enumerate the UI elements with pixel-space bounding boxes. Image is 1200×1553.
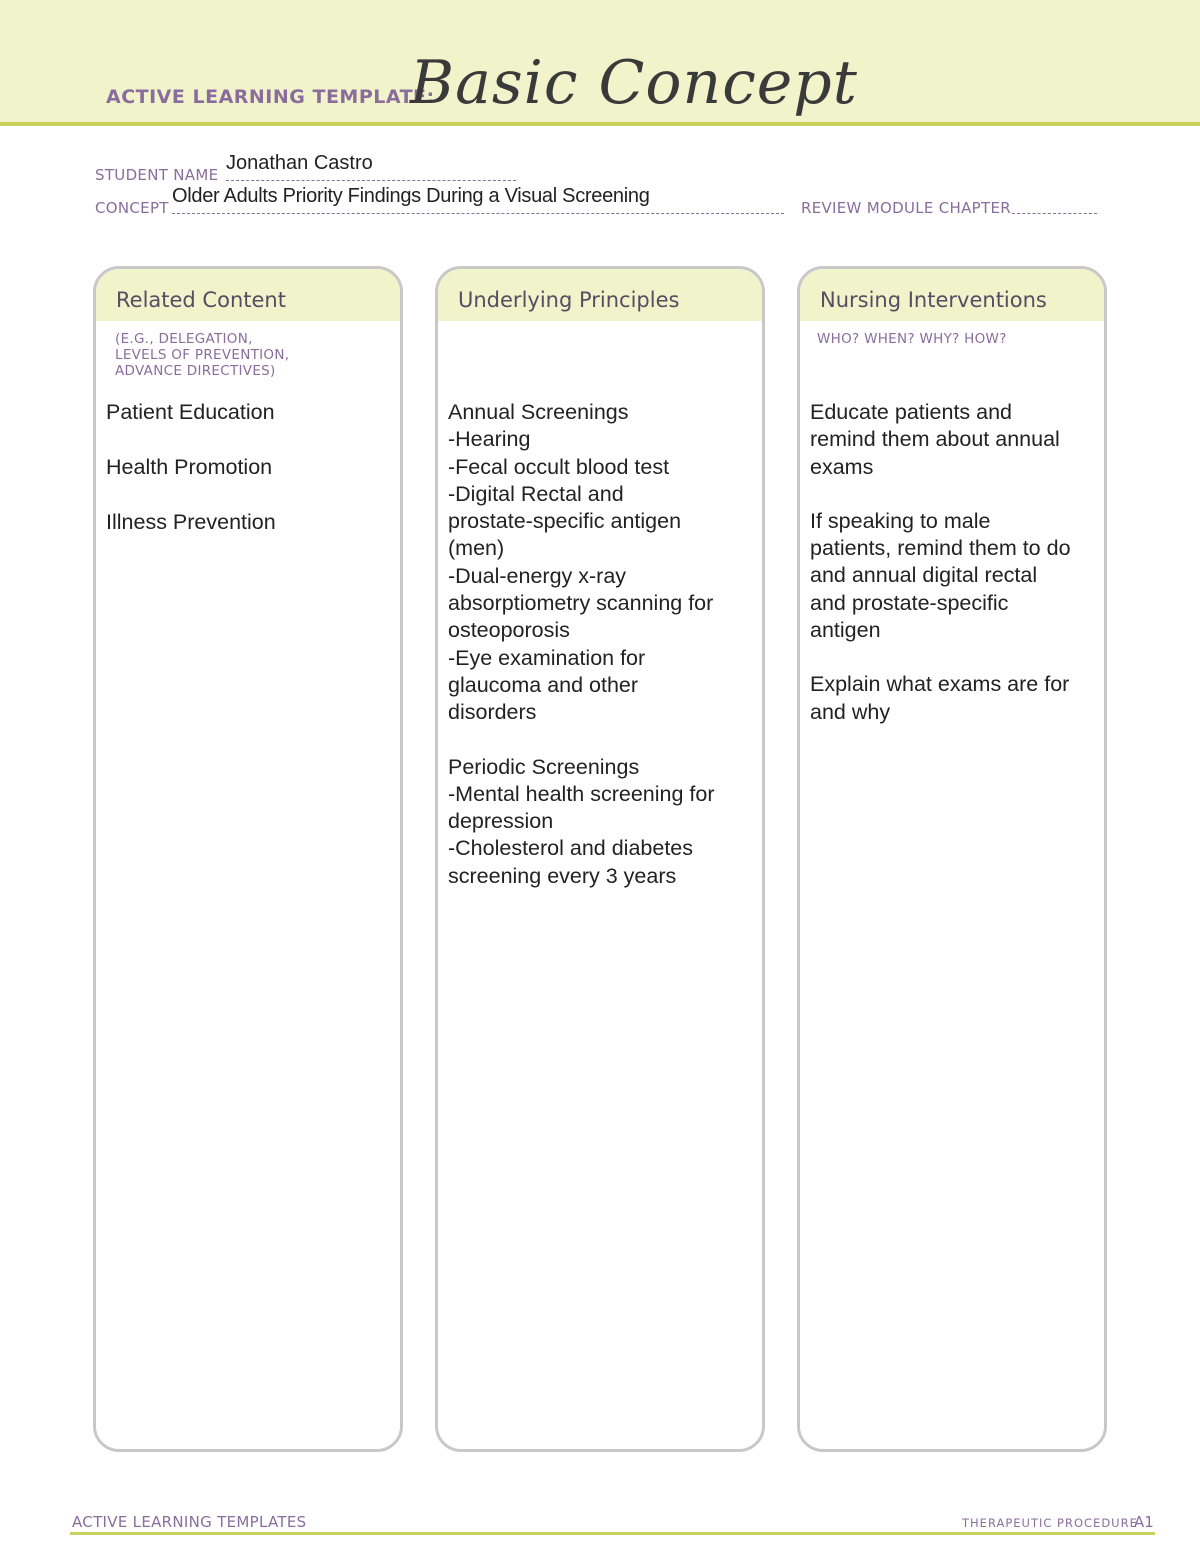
related-content-title: Related Content [116,288,286,312]
underlying-principles-title: Underlying Principles [458,288,680,312]
concept-label: CONCEPT [95,199,169,217]
underlying-principles-header [438,269,762,321]
review-module-line[interactable] [1012,213,1097,214]
nursing-interventions-body[interactable] [810,399,1105,726]
underlying-principles-body[interactable] [448,399,758,890]
interventions-item: If speaking to male patients, remind them to do and annual digital rectal and prostate-specific antigen [810,508,1071,643]
principles-item: Annual Screenings -Hearing -Fecal occult blood test -Digital Rectal and prostate-specific antigen (men) -Dual-energy x-ray absorptiometry scanning for osteoporosis -Eye examination for glaucoma and other disorders [448,400,714,725]
interventions-item: Explain what exams are for and why [810,672,1070,724]
principles-item: Periodic Screenings -Mental health screening for depression -Cholesterol and diabetes screening every 3 years [448,754,715,888]
nursing-interventions-subtitle: WHO? WHEN? WHY? HOW? [817,331,1007,347]
template-label: ACTIVE LEARNING TEMPLATE: [106,86,435,108]
footer-right-label: THERAPEUTIC PROCEDURE [962,1516,1138,1530]
related-content-panel [93,266,403,1452]
review-module-label: REVIEW MODULE CHAPTER [801,199,1011,217]
nursing-interventions-panel [797,266,1107,1452]
footer-rule [70,1532,1155,1535]
related-content-body[interactable] [106,399,386,536]
page-number: A1 [1134,1513,1154,1531]
related-content-header [96,269,400,321]
student-name-field[interactable]: Jonathan Castro [226,152,373,174]
header-rule [0,122,1200,126]
interventions-item: Educate patients and remind them about annual exams [810,400,1060,479]
related-item: Illness Prevention [106,509,276,534]
student-name-line [226,180,516,181]
underlying-principles-panel [435,266,765,1452]
concept-field[interactable]: Older Adults Priority Findings During a Visual Screening [172,185,650,207]
student-name-label: STUDENT NAME [95,166,219,184]
nursing-interventions-header [800,269,1104,321]
related-item: Health Promotion [106,455,273,480]
nursing-interventions-title: Nursing Interventions [820,288,1047,312]
related-item: Patient Education [106,400,275,424]
related-content-subtitle: (E.G., DELEGATION, LEVELS OF PREVENTION, ADVANCE DIRECTIVES) [115,331,290,379]
concept-line [172,213,784,214]
footer-left-label: ACTIVE LEARNING TEMPLATES [72,1513,307,1531]
template-title: Basic Concept [410,48,858,118]
